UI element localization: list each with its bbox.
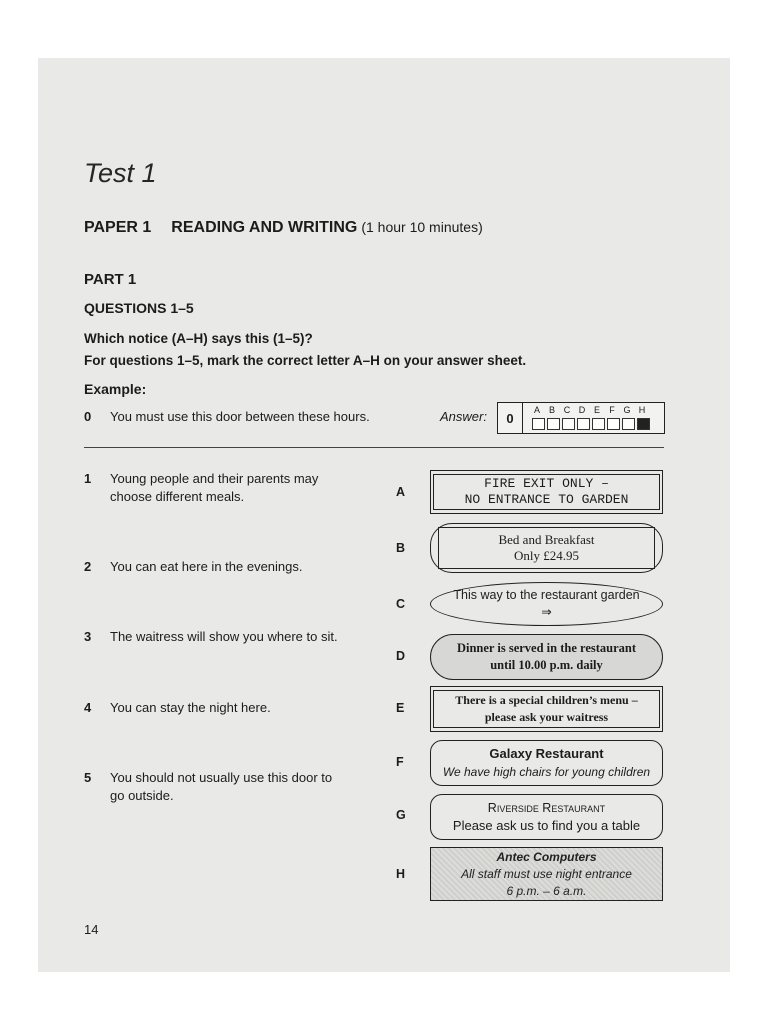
- notice-d: [430, 634, 663, 680]
- answer-option-box[interactable]: [547, 418, 560, 430]
- example-question: [84, 409, 370, 424]
- answer-letter: F: [609, 405, 615, 415]
- answer-option-box[interactable]: [532, 418, 545, 430]
- test-title: Test 1: [84, 158, 157, 188]
- question-text-line: go outside.: [110, 788, 174, 803]
- paper-heading: [84, 219, 483, 237]
- question-number: 4: [84, 700, 92, 715]
- notice-f: [430, 740, 663, 786]
- instruction-line-1: Which notice (A–H) says this (1–5)?: [84, 331, 313, 346]
- answer-letter: E: [593, 405, 600, 415]
- answer-option-box[interactable]: [622, 418, 635, 430]
- notice-line: Riverside Restaurant: [487, 801, 606, 815]
- notice-line: NO ENTRANCE TO GARDEN: [464, 492, 629, 507]
- notice-a: [430, 470, 663, 514]
- notice-line: There is a special children’s menu –: [455, 693, 638, 707]
- right-arrow-icon: ⇒: [541, 605, 552, 619]
- notice-letter-e: E: [396, 701, 405, 715]
- notice-line: We have high chairs for young children: [442, 765, 651, 779]
- notice-letter-h: H: [396, 867, 406, 881]
- notice-line: please ask your waitress: [484, 710, 609, 724]
- question-number: 2: [84, 559, 92, 574]
- notice-h: [430, 847, 663, 901]
- notice-line: Dinner is served in the restaurant: [456, 641, 637, 655]
- answer-letters: [532, 405, 647, 415]
- instruction-line-2: For questions 1–5, mark the correct letter A–H on your answer sheet.: [84, 353, 527, 368]
- question-text-line: You can eat here in the evenings.: [110, 559, 303, 574]
- example-number: 0: [84, 409, 92, 424]
- answer-number: 0: [498, 403, 523, 433]
- notice-line: Antec Computers: [496, 849, 597, 864]
- paper-name: READING AND WRITING: [171, 219, 358, 236]
- answer-option-box[interactable]: [592, 418, 605, 430]
- question-text-line: Young people and their parents may: [110, 471, 319, 486]
- question-5: [84, 769, 332, 805]
- question-text-line: You should not usually use this door to: [110, 770, 333, 785]
- notice-line: Please ask us to find you a table: [452, 818, 641, 833]
- notice-line: until 10.00 p.m. daily: [490, 658, 603, 672]
- notice-b: [430, 523, 663, 573]
- question-1: [84, 470, 318, 506]
- question-number: 1: [84, 471, 92, 486]
- notice-e: [430, 686, 663, 732]
- notice-line: Galaxy Restaurant: [489, 746, 604, 761]
- notice-c: [430, 582, 663, 626]
- notice-letter-c: C: [396, 597, 406, 611]
- question-text-line: You can stay the night here.: [110, 700, 271, 715]
- answer-letter: H: [638, 405, 646, 415]
- part-heading: PART 1: [84, 271, 137, 288]
- notice-line: This way to the restaurant garden: [453, 588, 640, 602]
- answer-letter: D: [578, 405, 586, 415]
- notice-letter-f: F: [396, 755, 404, 769]
- example-heading: Example:: [84, 381, 147, 397]
- notice-letter-d: D: [396, 649, 406, 663]
- answer-letter: G: [623, 405, 631, 415]
- question-text-line: choose different meals.: [110, 489, 245, 504]
- notice-line: Bed and Breakfast: [498, 532, 595, 547]
- answer-boxes: [532, 418, 650, 430]
- answer-label: Answer:: [440, 409, 487, 424]
- answer-option-box[interactable]: [637, 418, 650, 430]
- answer-box: [497, 402, 665, 434]
- notice-line: 6 p.m. – 6 a.m.: [506, 883, 587, 898]
- section-divider: [84, 447, 664, 448]
- question-2: [84, 558, 303, 576]
- answer-option-box[interactable]: [562, 418, 575, 430]
- page-number: 14: [84, 922, 99, 937]
- question-number: 5: [84, 770, 92, 785]
- answer-letter: A: [533, 405, 540, 415]
- notice-letter-g: G: [396, 808, 406, 822]
- notice-line: FIRE EXIT ONLY –: [484, 476, 609, 491]
- question-4: [84, 699, 271, 717]
- answer-letter: C: [563, 405, 571, 415]
- paper-duration: (1 hour 10 minutes): [361, 219, 483, 235]
- notice-g: [430, 794, 663, 840]
- question-text-line: The waitress will show you where to sit.: [110, 629, 338, 644]
- paper-label: PAPER 1: [84, 219, 152, 236]
- notice-line: All staff must use night entrance: [461, 866, 632, 881]
- exam-page: [38, 58, 730, 972]
- question-number: 3: [84, 629, 92, 644]
- question-3: [84, 628, 338, 646]
- notice-letter-b: B: [396, 541, 406, 555]
- answer-letter: B: [548, 405, 555, 415]
- notice-letter-a: A: [396, 485, 406, 499]
- questions-heading: QUESTIONS 1–5: [84, 300, 194, 316]
- example-text: You must use this door between these hours.: [110, 409, 370, 424]
- answer-option-box[interactable]: [577, 418, 590, 430]
- notice-line: Only £24.95: [514, 548, 579, 563]
- answer-option-box[interactable]: [607, 418, 620, 430]
